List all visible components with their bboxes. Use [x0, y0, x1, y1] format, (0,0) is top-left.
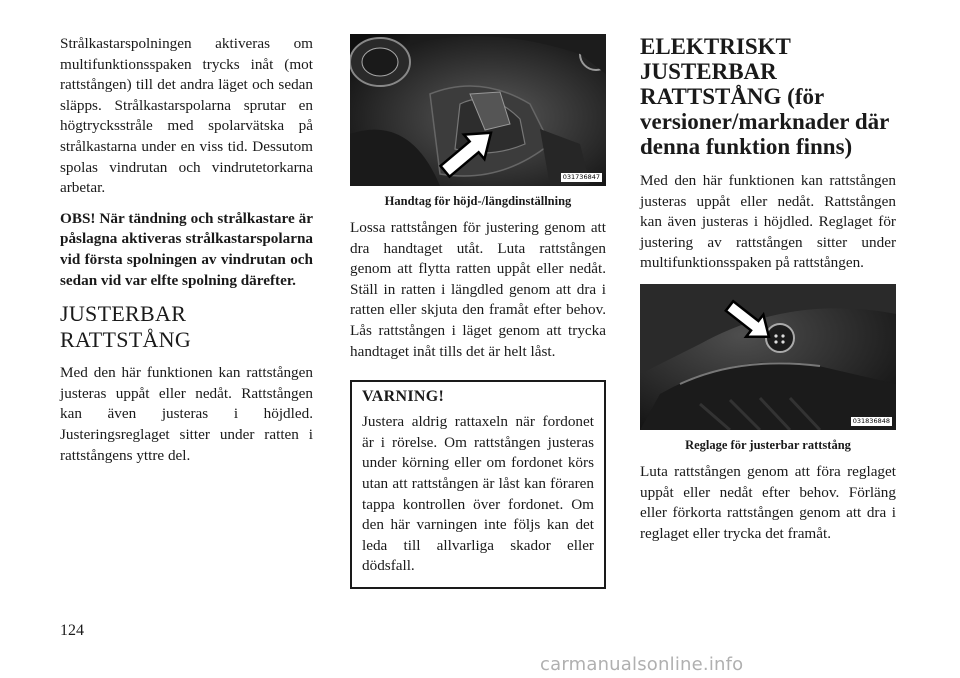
power-tilt-switch-image: [640, 284, 896, 430]
electric-column-paragraph: Med den här funktionen kan rattstången justeras uppåt eller nedåt. Rattstången kan även justeras i höjdled. Reglaget för justering av rattstången sitter under multifunktionsspaken på rattstången.: [640, 172, 896, 272]
figure-id-label: 031736847: [562, 173, 600, 181]
figure-caption: Reglage för justerbar rattstång: [685, 437, 851, 452]
section-heading-electric-column: ELEKTRISKT JUSTERBAR RATTSTÅNG (för versioner/marknader där denna funktion finns): [640, 34, 889, 159]
warning-title: VARNING!: [362, 388, 445, 406]
power-switch-figure: [640, 284, 896, 430]
left-column: [60, 34, 313, 476]
steering-column-lever-image: [350, 34, 606, 186]
tilt-lever-figure: [350, 34, 606, 186]
adjustable-column-paragraph: Med den här funktionen kan rattstången justeras uppåt eller nedåt. Rattstången kan även justeras i höjdled. Justeringsreglaget sitter under ratten i rattstångens yttre del.: [60, 364, 313, 464]
figure-caption: Handtag för höjd-/längdinställning: [384, 194, 572, 208]
note-paragraph: OBS! När tändning och strålkastare är påslagna aktiveras strålkastarspolarna vid första spolningen av vindrutan och sedan vid var elfte spolning därefter.: [60, 209, 313, 289]
page-number: 124: [60, 622, 84, 639]
figure-id-label: 031836848: [852, 416, 890, 425]
section-heading-adjustable-column: JUSTERBAR RATTSTÅNG: [60, 301, 192, 353]
watermark: carmanualsonline.info: [540, 654, 744, 675]
right-column: [640, 34, 896, 554]
release-lever-paragraph: Lossa rattstången för justering genom att dra handtaget utåt. Luta rattstången genom att flytta ratten uppåt eller nedåt. Ställ in ratten i längdled genom att dra i ratten eller skjuta den framåt efter behov. Lås rattstången i läget genom att trycka handtaget inåt tills det är helt låst.: [350, 219, 606, 360]
warning-box: [350, 380, 606, 589]
warning-text: Justera aldrig rattaxeln när fordonet är i rörelse. Om rattstången justeras under körning eller om fordonet körs utan att rattstången är låst kan föraren tappa kontrollen över fordonet. Om den här varningen inte följs kan det leda till allvarliga skador eller dödsfall.: [362, 413, 594, 575]
middle-column: [350, 34, 606, 589]
headlamp-washer-paragraph: Strålkastarspolningen aktiveras om multifunktionsspaken trycks inåt (mot rattstången) till det andra läget och sedan släpps. Strålkastarspolarna sprutar en högtrycksstråle med spolarvätska på strålkastarna under en viss tid. Dessutom spolas vindrutan och vindrutetorkarna arbetar.: [60, 35, 313, 197]
tilt-switch-paragraph: Luta rattstången genom att föra reglaget uppåt eller nedåt efter behov. Förläng eller förkorta rattstången genom att dra i reglaget eller trycka det framåt.: [640, 462, 896, 542]
